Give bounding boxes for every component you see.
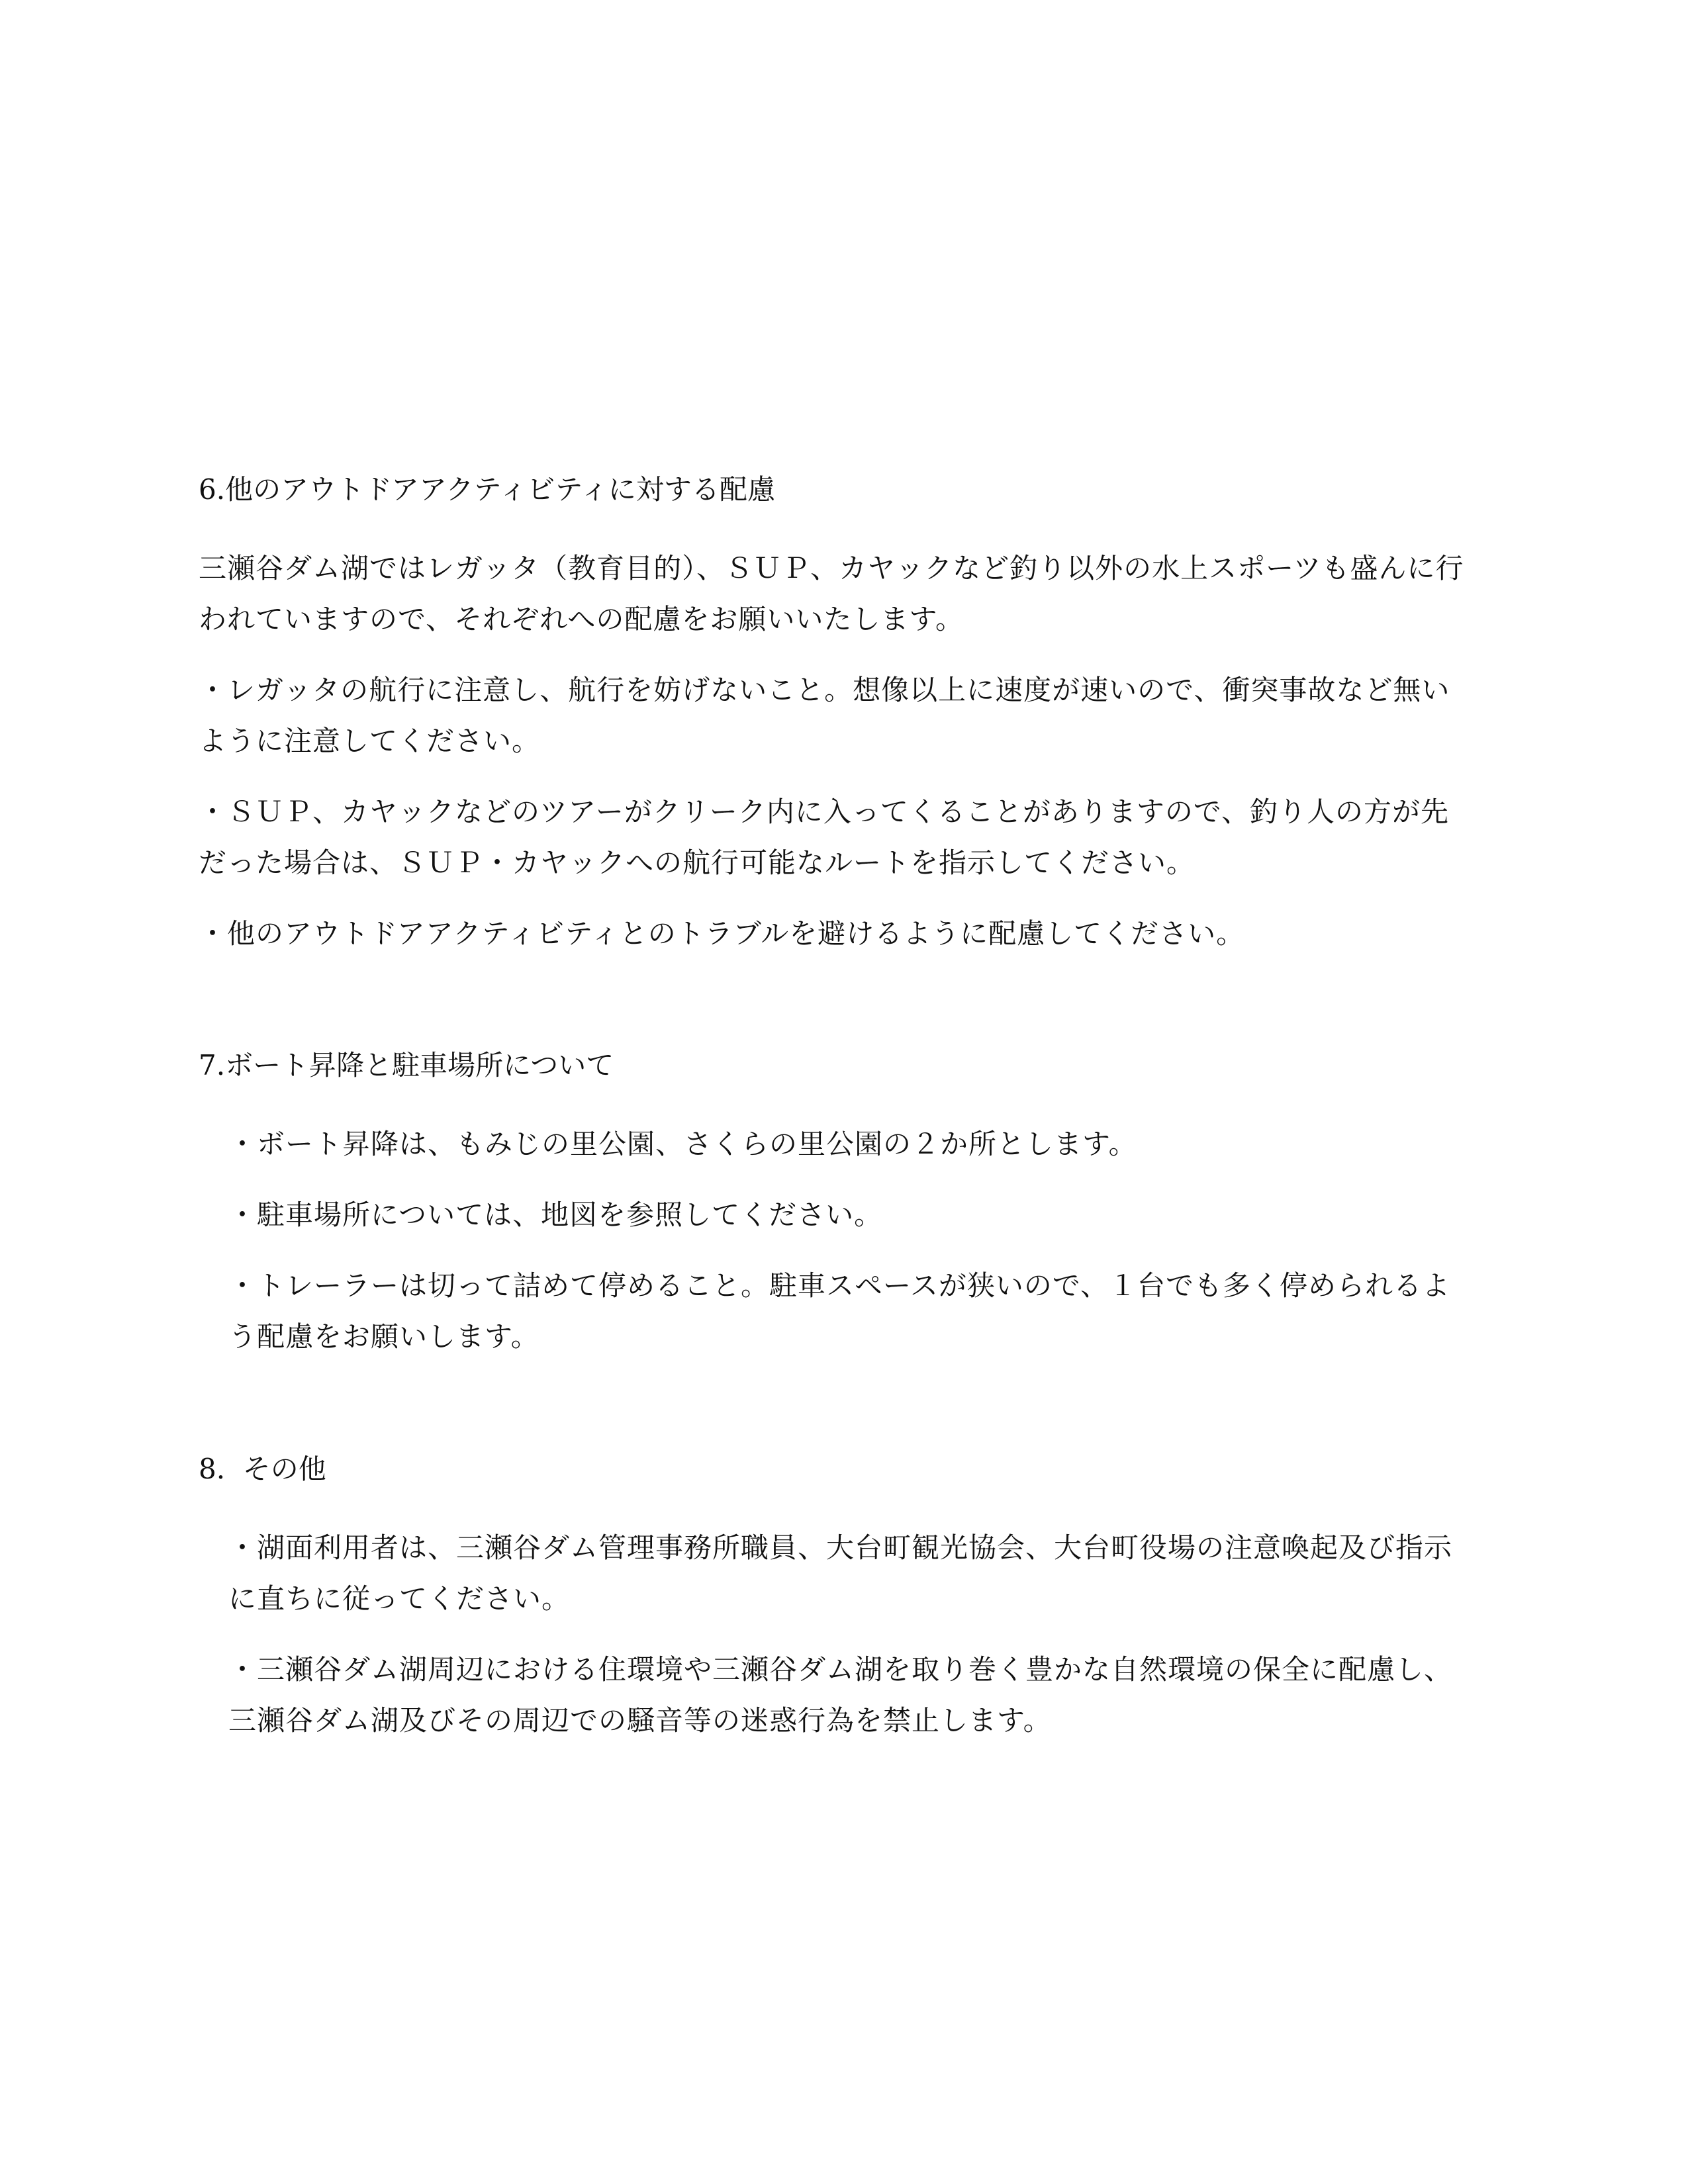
section-8-item-instructions: ・湖面利用者は、三瀬谷ダム管理事務所職員、大台町観光協会、大台町役場の注意喚起及び指示に直ちに従ってください。 <box>228 1531 1453 1615</box>
section-6-item-trouble: ・他のアウトドアアクティビティとのトラブルを避けるように配慮してください。 <box>199 917 1245 950</box>
section-7-item-parking: ・駐車場所については、地図を参照してください。 <box>228 1199 883 1231</box>
section-7-item-trailer: ・トレーラーは切って詰めて停めること。駐車スペースが狭いので、１台でも多く停められるよう配慮をお願いします。 <box>228 1269 1451 1353</box>
section-7-heading: 7.ボート昇降と駐車場所について <box>199 1049 614 1081</box>
section-8-heading: 8. その他 <box>199 1453 326 1485</box>
section-6 <box>199 470 1476 959</box>
section-6-heading: 6.他のアウトドアアクティビティに対する配慮 <box>199 473 775 506</box>
section-8-item-environment: ・三瀬谷ダム湖周辺における住環境や三瀬谷ダム湖を取り巻く豊かな自然環境の保全に配慮し、三瀬谷ダム湖及びその周辺での騒音等の迷惑行為を禁止します。 <box>228 1653 1453 1737</box>
section-7 <box>199 1046 1476 1362</box>
section-7-item-boat-launch: ・ボート昇降は、もみじの里公園、さくらの里公園の２か所とします。 <box>228 1128 1137 1160</box>
section-6-intro: 三瀬谷ダム湖ではレガッタ（教育目的）、ＳＵＰ、カヤックなど釣り以外の水上スポーツも盛んに行われていますので、それぞれへの配慮をお願いいたします。 <box>199 552 1464 635</box>
section-6-item-sup-kayak: ・ＳＵＰ、カヤックなどのツアーがクリーク内に入ってくることがありますので、釣り人の方が先だった場合は、ＳＵＰ・カヤックへの航行可能なルートを指示してください。 <box>199 796 1450 879</box>
section-8 <box>199 1449 1476 1746</box>
section-6-item-regatta: ・レガッタの航行に注意し、航行を妨げないこと。想像以上に速度が速いので、衝突事故など無いように注意してください。 <box>199 674 1450 757</box>
